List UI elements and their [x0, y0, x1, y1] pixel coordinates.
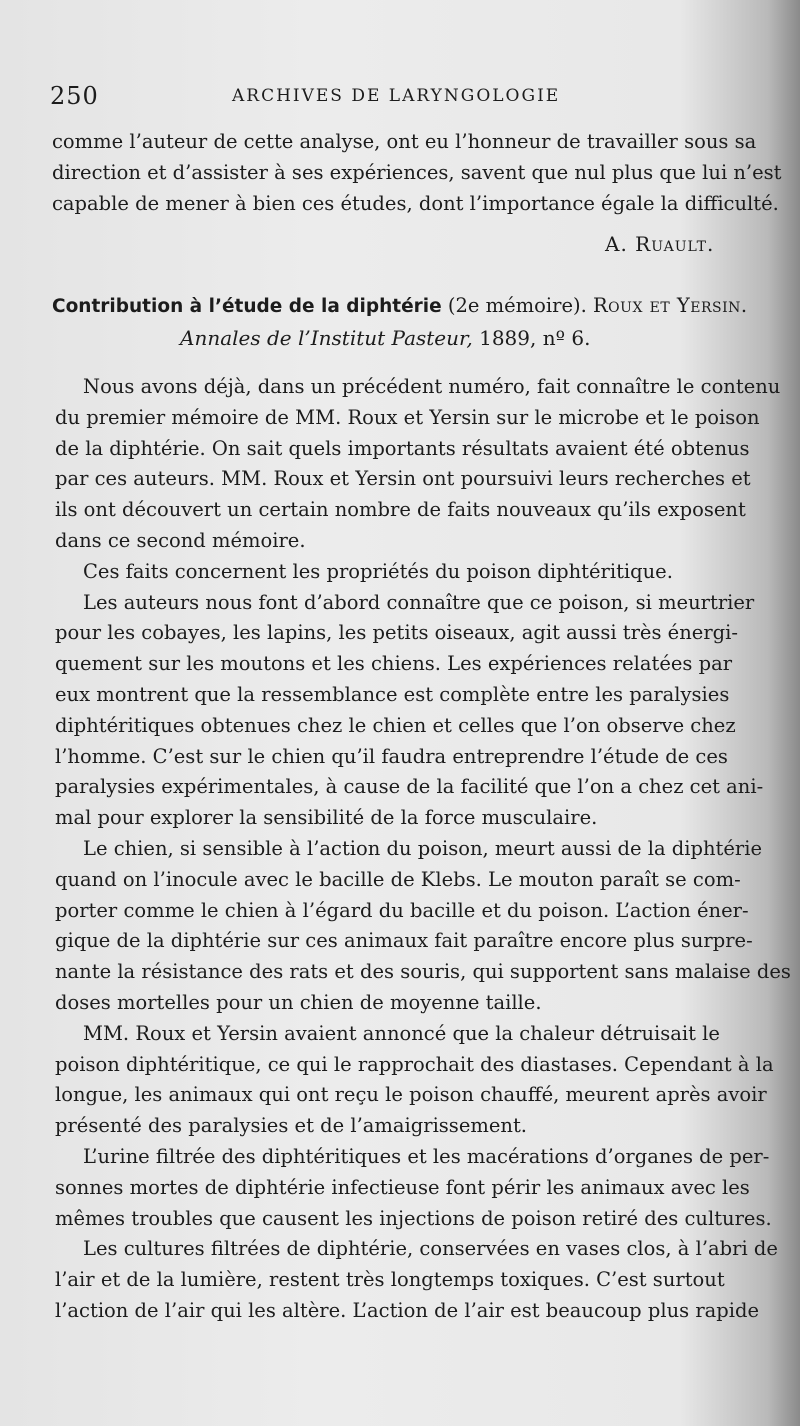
text-line: comme l’auteur de cette analyse, ont eu l’honneur de travailler sous sa — [52, 130, 757, 153]
text-line: du premier mémoire de MM. Roux et Yersin sur le microbe et le poison — [55, 405, 760, 429]
text-line: capable de mener à bien ces études, dont l’importance égale la difficulté. — [52, 192, 779, 215]
text-line: pour les cobayes, les lapins, les petits oiseaux, agit aussi très énergi- — [55, 621, 738, 645]
text-line: Les auteurs nous font d’abord connaître que ce poison, si meurtrier — [83, 590, 755, 614]
text-line: de la diphtérie. On sait quels importants résultats avaient été obtenus — [55, 436, 750, 460]
text-line: par ces auteurs. MM. Roux et Yersin ont poursuivi leurs recherches et — [55, 467, 751, 491]
review-signature: A. Ruault. — [605, 232, 715, 256]
review-source — [180, 326, 590, 350]
text-line: présenté des paralysies et de l’amaigrissement. — [55, 1114, 527, 1138]
text-line: dans ce second mémoire. — [55, 528, 306, 552]
text-line: nante la résistance des rats et des souris, qui supportent sans malaise des — [55, 960, 791, 984]
journal-issue: 1889, nº 6. — [472, 326, 591, 350]
text-line: sonnes mortes de diphtérie infectieuse font périr les animaux avec les — [55, 1175, 750, 1199]
journal-name: Annales de l’Institut Pasteur, — [180, 326, 473, 350]
review-title-rest: (2e mémoire). — [441, 294, 593, 317]
text-line: doses mortelles pour un chien de moyenne taille. — [55, 990, 542, 1014]
text-line: l’homme. C’est sur le chien qu’il faudra entreprendre l’étude de ces — [55, 744, 728, 768]
review-title-bold: Contribution à l’étude de la diphtérie — [52, 296, 442, 317]
text-line: longue, les animaux qui ont reçu le poison chauffé, meurent après avoir — [55, 1083, 767, 1107]
page-header — [50, 82, 770, 112]
text-line: mêmes troubles que causent les injections de poison retiré des cultures. — [55, 1206, 772, 1230]
text-line: Le chien, si sensible à l’action du poison, meurt aussi de la diphtérie — [83, 836, 763, 860]
text-line: Nous avons déjà, dans un précédent numéro, fait connaître le contenu — [83, 375, 781, 398]
running-head: ARCHIVES DE LARYNGOLOGIE — [232, 86, 561, 106]
text-line: poison diphtéritique, ce qui le rapprochait des diastases. Cependant à la — [55, 1052, 774, 1076]
text-line: Les cultures filtrées de diphtérie, conservées en vases clos, à l’abri de — [83, 1237, 778, 1261]
text-line: l’action de l’air qui les altère. L’action de l’air est beaucoup plus rapide — [55, 1298, 760, 1322]
text-line: quement sur les moutons et les chiens. Les expériences relatées par — [55, 652, 733, 676]
text-line: direction et d’assister à ses expériences, savent que nul plus que lui n’est — [52, 161, 782, 184]
text-line: MM. Roux et Yersin avaient annoncé que la chaleur détruisait le — [83, 1021, 720, 1045]
review-body — [55, 372, 791, 1327]
intro-paragraph — [52, 126, 782, 219]
text-line: L’urine filtrée des diphtéritiques et les macérations d’organes de per- — [83, 1144, 770, 1168]
text-line: paralysies expérimentales, à cause de la facilité que l’on a chez cet ani- — [55, 775, 764, 799]
text-line: gique de la diphtérie sur ces animaux fait paraître encore plus surpre- — [55, 929, 753, 953]
text-line: quand on l’inocule avec le bacille de Klebs. Le mouton paraît se com- — [55, 867, 741, 891]
text-line: eux montrent que la ressemblance est complète entre les paralysies — [55, 682, 730, 706]
text-line: diphtéritiques obtenues chez le chien et celles que l’on observe chez — [55, 713, 736, 737]
text-line: Ces faits concernent les propriétés du poison diphtéritique. — [83, 559, 673, 583]
text-line: l’air et de la lumière, restent très longtemps toxiques. C’est surtout — [55, 1268, 725, 1292]
review-authors: Roux et Yersin. — [593, 294, 748, 317]
review-title — [52, 294, 762, 317]
text-line: porter comme le chien à l’égard du bacille et du poison. L’action éner- — [55, 898, 749, 922]
text-line: mal pour explorer la sensibilité de la force musculaire. — [55, 806, 598, 830]
page-number: 250 — [50, 82, 99, 110]
text-line: ils ont découvert un certain nombre de faits nouveaux qu’ils exposent — [55, 498, 746, 522]
